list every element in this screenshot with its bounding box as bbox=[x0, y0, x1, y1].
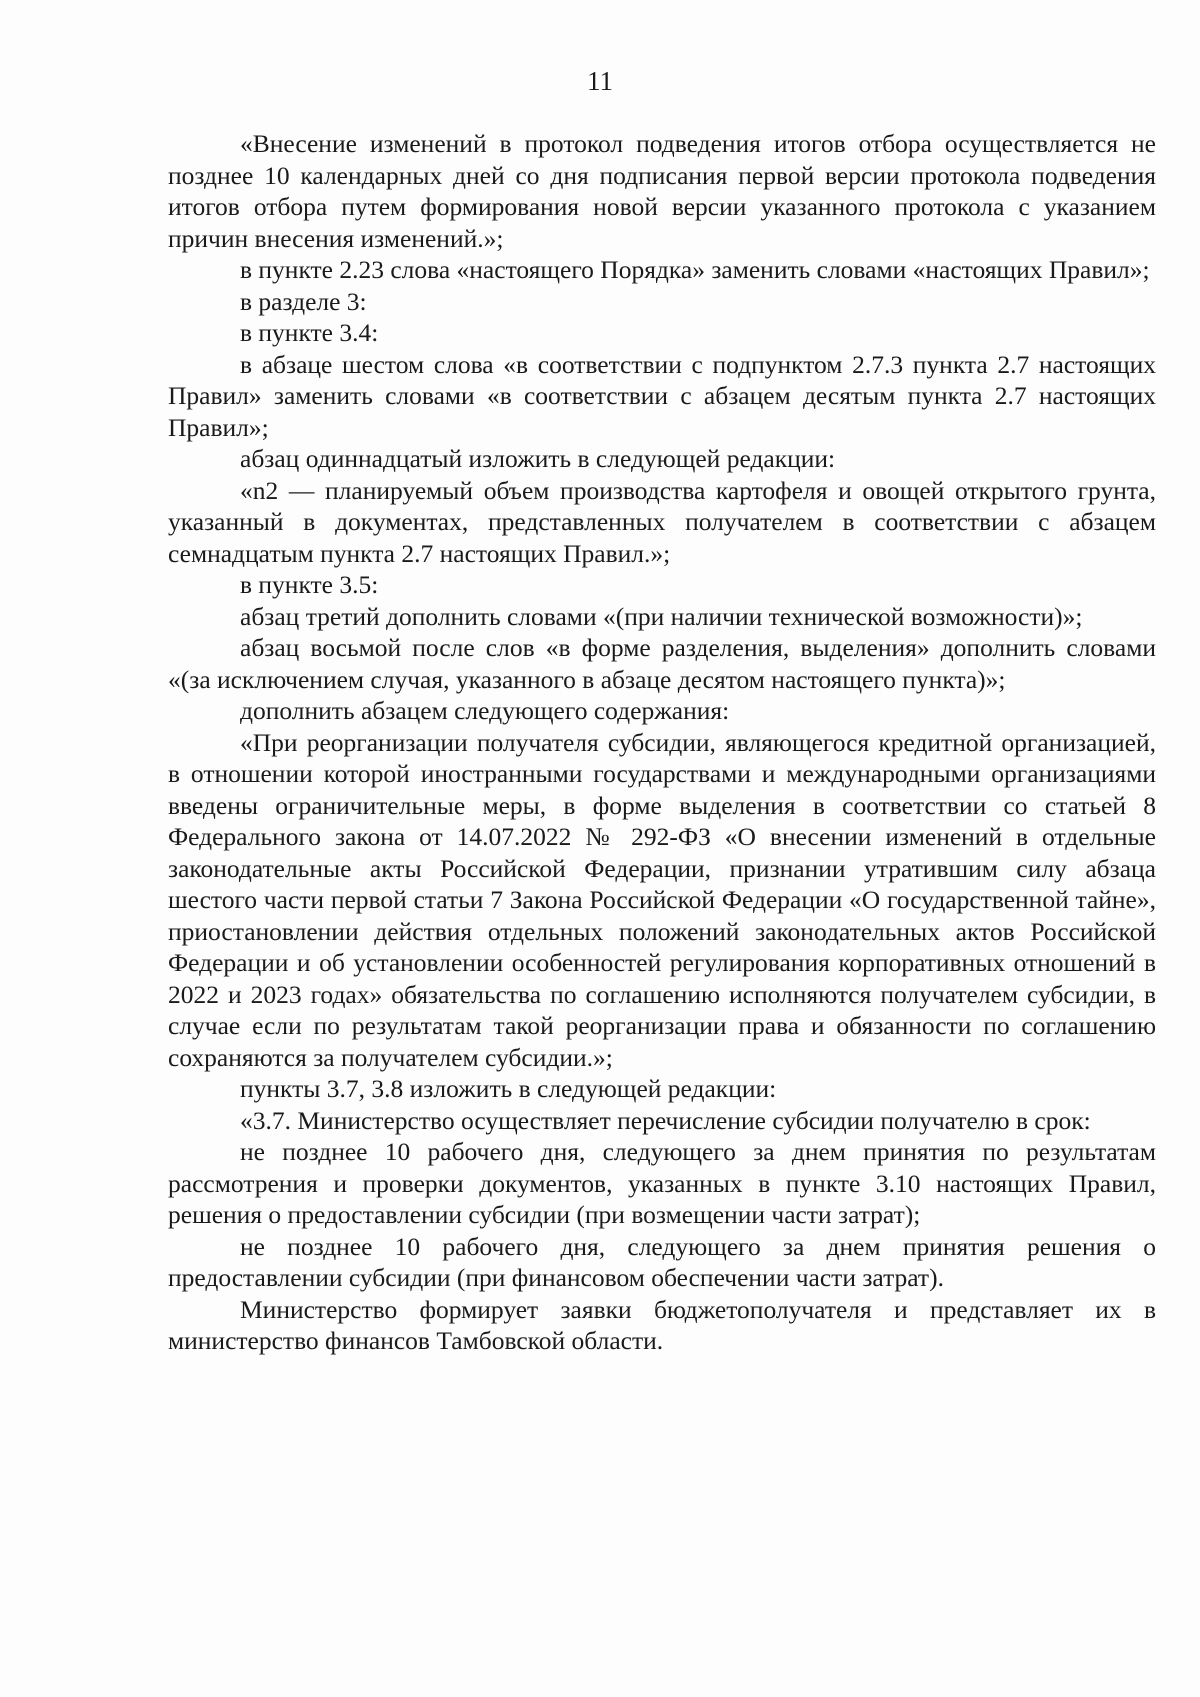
document-body bbox=[168, 128, 1156, 1357]
paragraph: «При реорганизации получателя субсидии, являющегося кредитной организацией, в отношении которой иностранными государствами и международными организациями введены ограничительные меры, в форме выделения в соответствии со статьей 8 Федерального закона от 14.07.2022 № 292-ФЗ «О внесении изменений в отдельные законодательные акты Российской Федерации, признании утратившим силу абзаца шестого части первой статьи 7 Закона Российской Федерации «О государственной тайне», приостановлении действия отдельных положений законодательных актов Российской Федерации и об установлении особенностей регулирования корпоративных отношений в 2022 и 2023 годах» обязательства по соглашению исполняются получателем субсидии, в случае если по результатам такой реорганизации права и обязанности по соглашению сохраняются за получателем субсидии.»; bbox=[168, 727, 1156, 1072]
paragraph: в абзаце шестом слова «в соответствии с подпунктом 2.7.3 пункта 2.7 настоящих Правил» заменить словами «в соответствии с абзацем десятым пункта 2.7 настоящих Правил»; bbox=[168, 349, 1156, 442]
paragraph: «3.7. Министерство осуществляет перечисление субсидии получателю в срок: bbox=[240, 1105, 1091, 1135]
paragraph: абзац восьмой после слов «в форме разделения, выделения» дополнить словами «(за исключением случая, указанного в абзаце десятом настоящего пункта)»; bbox=[168, 633, 1156, 694]
paragraph: Министерство формирует заявки бюджетополучателя и представляет их в министерство финансов Тамбовской области. bbox=[168, 1294, 1156, 1355]
page-number: 11 bbox=[587, 66, 613, 96]
paragraph: «n2 — планируемый объем производства картофеля и овощей открытого грунта, указанный в документах, представленных получателем в соответствии с абзацем семнадцатым пункта 2.7 настоящих Правил.»; bbox=[168, 475, 1156, 568]
paragraph: «Внесение изменений в протокол подведения итогов отбора осуществляется не позднее 10 календарных дней со дня подписания первой версии протокола подведения итогов отбора путем формирования новой версии указанного протокола с указанием причин внесения изменений.»; bbox=[168, 129, 1156, 253]
paragraph: не позднее 10 рабочего дня, следующего за днем принятия по результатам рассмотрения и проверки документов, указанных в пункте 3.10 настоящих Правил, решения о предоставлении субсидии (при возмещении части затрат); bbox=[168, 1137, 1156, 1229]
paragraph: пункты 3.7, 3.8 изложить в следующей редакции: bbox=[240, 1074, 777, 1103]
paragraph: абзац одиннадцатый изложить в следующей редакции: bbox=[240, 444, 836, 473]
paragraph: в пункте 2.23 слова «настоящего Порядка» заменить словами «настоящих Правил»; bbox=[240, 255, 1150, 284]
paragraph: в разделе 3: bbox=[240, 286, 367, 316]
paragraph: дополнить абзацем следующего содержания: bbox=[240, 696, 730, 725]
paragraph: в пункте 3.4: bbox=[240, 318, 379, 347]
paragraph: не позднее 10 рабочего дня, следующего за днем принятия решения о предоставлении субсидии (при финансовом обеспечении части затрат). bbox=[168, 1231, 1156, 1292]
paragraph: абзац третий дополнить словами «(при наличии технической возможности)»; bbox=[240, 601, 1083, 631]
paragraph: в пункте 3.5: bbox=[240, 570, 379, 599]
